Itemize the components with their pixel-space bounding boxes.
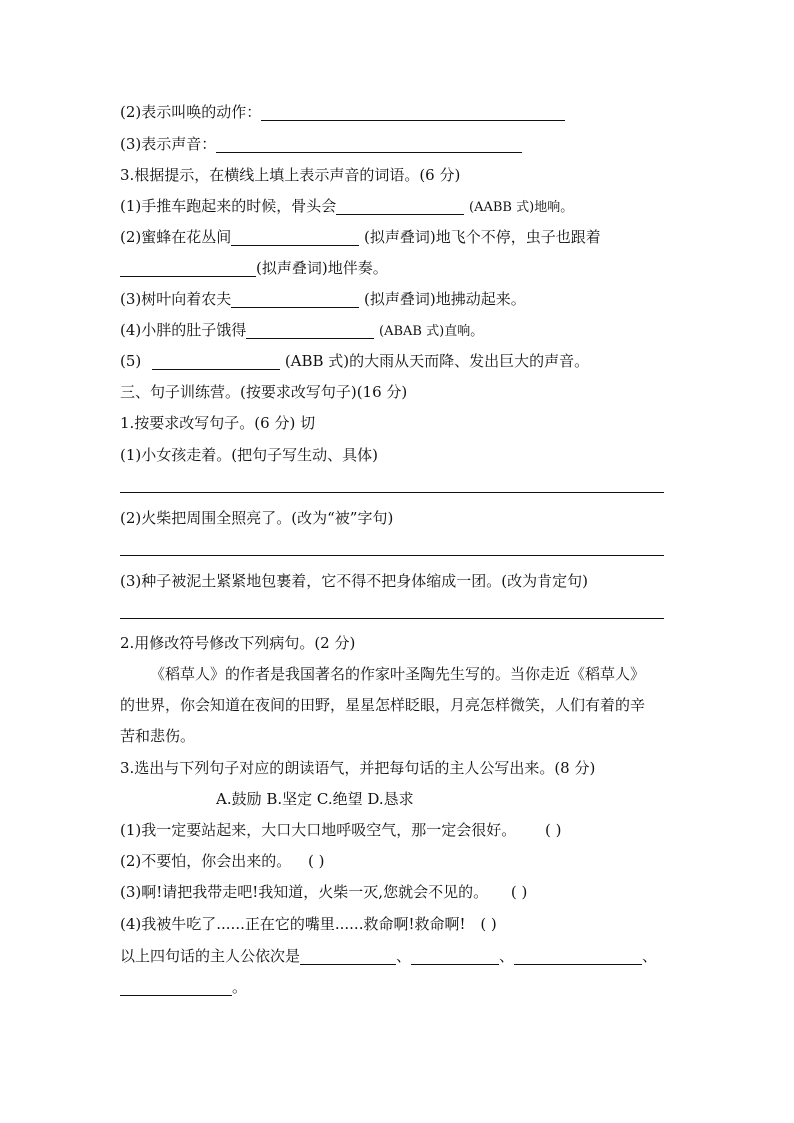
s3-task3-item3-answer[interactable]: ( ) (510, 883, 528, 901)
task3-item4-blank[interactable] (246, 322, 374, 339)
task3-item2-cont (120, 257, 388, 279)
s3-task2-para-line2: 的世界，你会知道在夜间的田野，星星怎样眨眼，月亮怎样微笑，人们有着的辛 (120, 696, 646, 714)
task3-item2-text: (2)蜜蜂在花丛间 (120, 228, 232, 246)
protagonist-blank-3[interactable] (514, 948, 642, 965)
s3-task3-item4 (120, 913, 497, 935)
q2-line (120, 101, 565, 123)
separator: 、 (499, 947, 515, 965)
s3-task3-item2-answer[interactable]: ( ) (308, 852, 325, 870)
task3-item5-blank[interactable] (152, 353, 280, 370)
section3-title: 三、句子训练营。(按要求改写句子)(16 分) (120, 383, 408, 401)
task3-item2-blank2[interactable] (120, 260, 256, 277)
q3-line (120, 133, 522, 155)
protagonist-blank-1[interactable] (300, 948, 396, 965)
s3-task1-title: 1.按要求改写句子。(6 分) 切 (120, 414, 316, 432)
task3-item5-num: (5) (120, 352, 142, 370)
task3-item2-hint: (拟声叠词)地飞个不停，虫子也跟着 (364, 228, 601, 246)
task3-item4-hint: (ABAB 式)直响。 (379, 324, 484, 339)
task3-item1 (120, 195, 573, 219)
s3-task3-item4-answer[interactable]: ( ) (480, 915, 497, 933)
s3-task1-item2: (2)火柴把周围全照亮了。(改为“被”字句) (120, 509, 394, 527)
task3-item2-hint2: (拟声叠词)地伴奏。 (256, 259, 388, 277)
s3-task1-item3: (3)种子被泥土紧紧地包裹着，它不得不把身体缩成一团。(改为肯定句) (120, 572, 588, 590)
task3-item3-text: (3)树叶向着农夫 (120, 290, 232, 308)
s3-task3-item1-text: (1)我一定要站起来，大口大口地呼吸空气，那一定会很好。 (120, 821, 517, 839)
s3-task2-para-line1: 《稻草人》的作者是我国著名的作家叶圣陶先生写的。当你走近《稻草人》 (150, 665, 646, 683)
q3-label: (3)表示声音： (120, 135, 217, 153)
s3-task2-title: 2.用修改符号修改下列病句。(2 分) (120, 634, 356, 652)
s3-task3-final-text: 以上四句话的主人公依次是 (120, 947, 301, 965)
task3-title: 3.根据提示，在横线上填上表示声音的词语。(6 分) (120, 166, 461, 184)
task3-item2-blank1[interactable] (231, 229, 359, 246)
task3-item1-blank[interactable] (336, 198, 464, 215)
task3-item4-text: (4)小胖的肚子饿得 (120, 321, 247, 339)
s3-task3-item1-answer[interactable]: ( ) (545, 821, 562, 839)
s3-task1-item1: (1)小女孩走着。(把句子写生动、具体) (120, 446, 378, 464)
separator: 、 (396, 947, 412, 965)
s3-task3-final (120, 945, 657, 967)
protagonist-blank-2[interactable] (411, 948, 499, 965)
s3-task1-item3-answer-line[interactable] (120, 618, 664, 619)
s3-task3-item1 (120, 819, 562, 841)
s3-task3-item4-text: (4)我被牛吃了......正在它的嘴里......救命啊!救命啊! (120, 915, 466, 933)
protagonist-blank-4[interactable] (120, 979, 232, 996)
task3-item5 (120, 350, 589, 372)
s3-task3-item2-text: (2)不要怕，你会出来的。 (120, 852, 292, 870)
task3-item1-hint: (AABB 式)地响。 (469, 200, 574, 215)
task3-item3-blank[interactable] (231, 291, 359, 308)
s3-task3-options: A.鼓励 B.坚定 C.绝望 D.恳求 (216, 790, 414, 808)
task3-item1-text: (1)手推车跑起来的时候，骨头会 (120, 197, 337, 215)
task3-item5-hint: (ABB 式)的大雨从天而降、发出巨大的声音。 (284, 352, 590, 370)
period: 。 (232, 978, 248, 996)
q2-blank[interactable] (261, 104, 565, 121)
task3-item4 (120, 319, 483, 343)
s3-task3-item3 (120, 881, 527, 903)
s3-task3-final-cont (120, 976, 247, 998)
s3-task3-title: 3.选出与下列句子对应的朗读语气，并把每句话的主人公写出来。(8 分) (120, 759, 596, 777)
task3-item3 (120, 288, 526, 310)
task3-item3-hint: (拟声叠词)地拂动起来。 (364, 290, 526, 308)
q2-label: (2)表示叫唤的动作： (120, 103, 262, 121)
s3-task3-item3-text: (3)啊!请把我带走吧!我知道，火柴一灭,您就会不见的。 (120, 883, 489, 901)
s3-task2-para-line3: 苦和悲伤。 (120, 727, 196, 745)
s3-task1-item1-answer-line[interactable] (120, 492, 664, 493)
q3-blank[interactable] (216, 136, 522, 153)
task3-item2 (120, 226, 601, 248)
separator: 、 (642, 947, 658, 965)
s3-task3-item2 (120, 850, 325, 872)
s3-task1-item2-answer-line[interactable] (120, 555, 664, 556)
